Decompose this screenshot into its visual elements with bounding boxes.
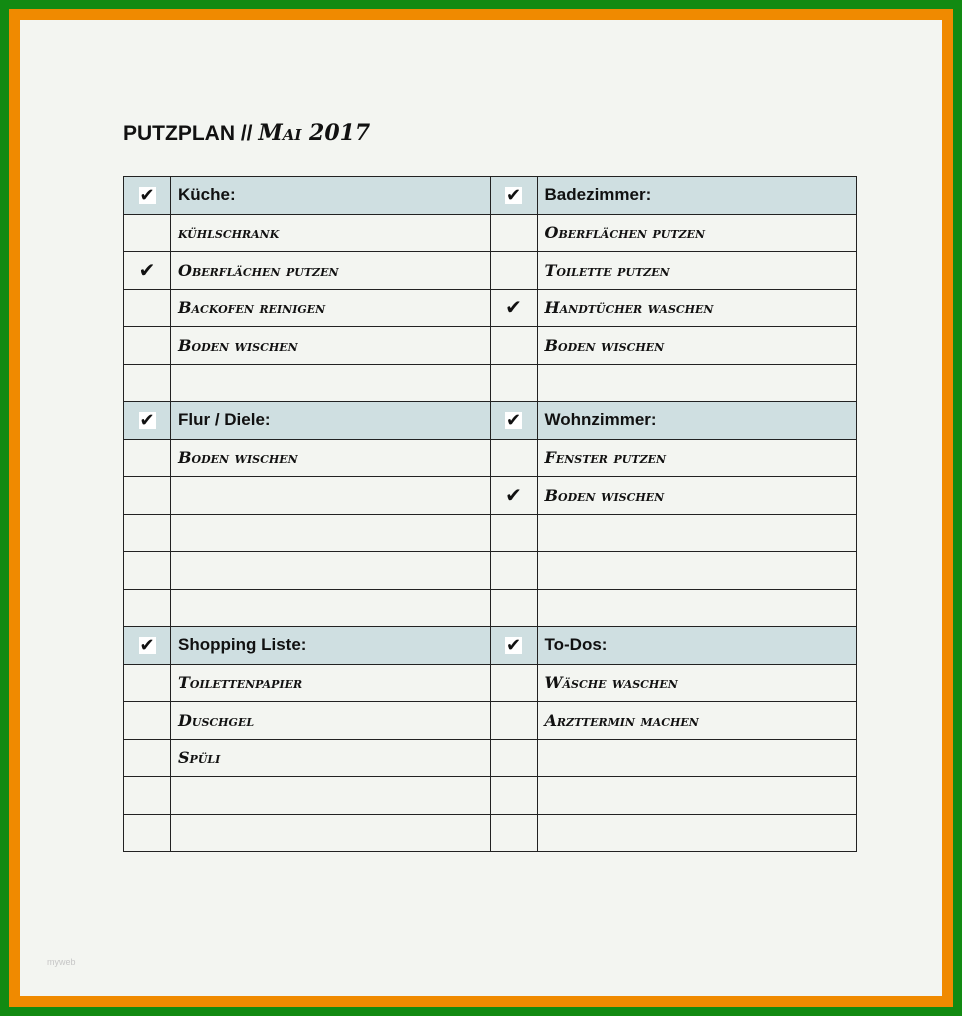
item-checkbox-cell[interactable]: [490, 214, 537, 252]
checkmark-icon: ✔: [505, 184, 522, 205]
section-header-row: [124, 177, 857, 215]
title-main: PUTZPLAN //: [123, 122, 253, 145]
task-item: Toilette putzen: [537, 252, 857, 290]
table-row: [124, 289, 857, 327]
item-checkbox-cell[interactable]: [490, 777, 537, 815]
task-item: [537, 552, 857, 590]
table-row: [124, 514, 857, 552]
section-heading: Flur / Diele:: [171, 402, 491, 440]
item-checkbox-cell[interactable]: [124, 252, 171, 290]
section-heading: Wohnzimmer:: [537, 402, 857, 440]
task-item: Boden wischen: [171, 327, 491, 365]
item-checkbox-cell[interactable]: [124, 514, 171, 552]
table-row: [124, 252, 857, 290]
task-item: Boden wischen: [537, 477, 857, 515]
task-item: [171, 814, 491, 852]
title-date: Mai 2017: [258, 120, 371, 146]
task-item: [171, 777, 491, 815]
item-checkbox-cell[interactable]: [124, 589, 171, 627]
task-item: [537, 814, 857, 852]
table-row: [124, 664, 857, 702]
task-item: [171, 589, 491, 627]
header-checkbox-cell[interactable]: [490, 627, 537, 665]
table-row: [124, 327, 857, 365]
item-checkbox-cell[interactable]: [490, 702, 537, 740]
task-item: [537, 364, 857, 402]
task-item: Handtücher waschen: [537, 289, 857, 327]
checkmark-icon: ✔: [138, 259, 156, 282]
table-row: [124, 702, 857, 740]
item-checkbox-cell[interactable]: [124, 664, 171, 702]
header-checkbox-cell[interactable]: [124, 627, 171, 665]
page-title: [123, 120, 370, 146]
checkmark-icon: ✔: [505, 634, 522, 655]
plan-body: [124, 177, 857, 852]
item-checkbox-cell[interactable]: [490, 664, 537, 702]
task-item: Oberflächen putzen: [537, 214, 857, 252]
header-checkbox-cell[interactable]: [490, 177, 537, 215]
task-item: Fenster putzen: [537, 439, 857, 477]
item-checkbox-cell[interactable]: [124, 289, 171, 327]
task-item: kühlschrank: [171, 214, 491, 252]
task-item: Boden wischen: [171, 439, 491, 477]
checkmark-icon: ✔: [505, 297, 522, 320]
item-checkbox-cell[interactable]: [490, 252, 537, 290]
task-item: [171, 364, 491, 402]
table-row: [124, 739, 857, 777]
item-checkbox-cell[interactable]: [490, 589, 537, 627]
section-header-row: [124, 402, 857, 440]
header-checkbox-cell[interactable]: [124, 402, 171, 440]
header-checkbox-cell[interactable]: [124, 177, 171, 215]
task-item: [171, 477, 491, 515]
item-checkbox-cell[interactable]: [490, 364, 537, 402]
task-item: Toilettenpapier: [171, 664, 491, 702]
section-heading: Küche:: [171, 177, 491, 215]
table-row: [124, 364, 857, 402]
item-checkbox-cell[interactable]: [124, 327, 171, 365]
item-checkbox-cell[interactable]: [490, 739, 537, 777]
task-item: Arzttermin machen: [537, 702, 857, 740]
item-checkbox-cell[interactable]: [124, 777, 171, 815]
table-row: [124, 777, 857, 815]
item-checkbox-cell[interactable]: [490, 552, 537, 590]
task-item: [537, 589, 857, 627]
table-row: [124, 439, 857, 477]
task-item: [171, 514, 491, 552]
item-checkbox-cell[interactable]: [124, 214, 171, 252]
table-row: [124, 552, 857, 590]
section-heading: Shopping Liste:: [171, 627, 491, 665]
item-checkbox-cell[interactable]: [124, 364, 171, 402]
item-checkbox-cell[interactable]: [490, 289, 537, 327]
table-row: [124, 477, 857, 515]
task-item: Duschgel: [171, 702, 491, 740]
checkmark-icon: ✔: [139, 184, 155, 205]
item-checkbox-cell[interactable]: [490, 814, 537, 852]
task-item: Oberflächen putzen: [171, 252, 491, 290]
task-item: [537, 514, 857, 552]
checkmark-icon: ✔: [139, 409, 155, 430]
item-checkbox-cell[interactable]: [124, 477, 171, 515]
table-row: [124, 589, 857, 627]
task-item: Backofen reinigen: [171, 289, 491, 327]
task-item: [537, 739, 857, 777]
item-checkbox-cell[interactable]: [124, 814, 171, 852]
item-checkbox-cell[interactable]: [124, 739, 171, 777]
watermark: myweb: [47, 957, 76, 967]
item-checkbox-cell[interactable]: [490, 439, 537, 477]
task-item: Boden wischen: [537, 327, 857, 365]
item-checkbox-cell[interactable]: [124, 439, 171, 477]
header-checkbox-cell[interactable]: [490, 402, 537, 440]
checkmark-icon: ✔: [505, 484, 522, 507]
task-item: Spüli: [171, 739, 491, 777]
table-row: [124, 214, 857, 252]
checkmark-icon: ✔: [505, 409, 522, 430]
cleaning-plan-table: [123, 176, 857, 852]
task-item: [537, 777, 857, 815]
task-item: Wäsche waschen: [537, 664, 857, 702]
item-checkbox-cell[interactable]: [490, 327, 537, 365]
table-row: [124, 814, 857, 852]
checkmark-icon: ✔: [139, 634, 155, 655]
item-checkbox-cell[interactable]: [490, 514, 537, 552]
task-item: [171, 552, 491, 590]
section-heading: To-Dos:: [537, 627, 857, 665]
item-checkbox-cell[interactable]: [124, 552, 171, 590]
section-heading: Badezimmer:: [537, 177, 857, 215]
item-checkbox-cell[interactable]: [490, 477, 537, 515]
section-header-row: [124, 627, 857, 665]
item-checkbox-cell[interactable]: [124, 702, 171, 740]
